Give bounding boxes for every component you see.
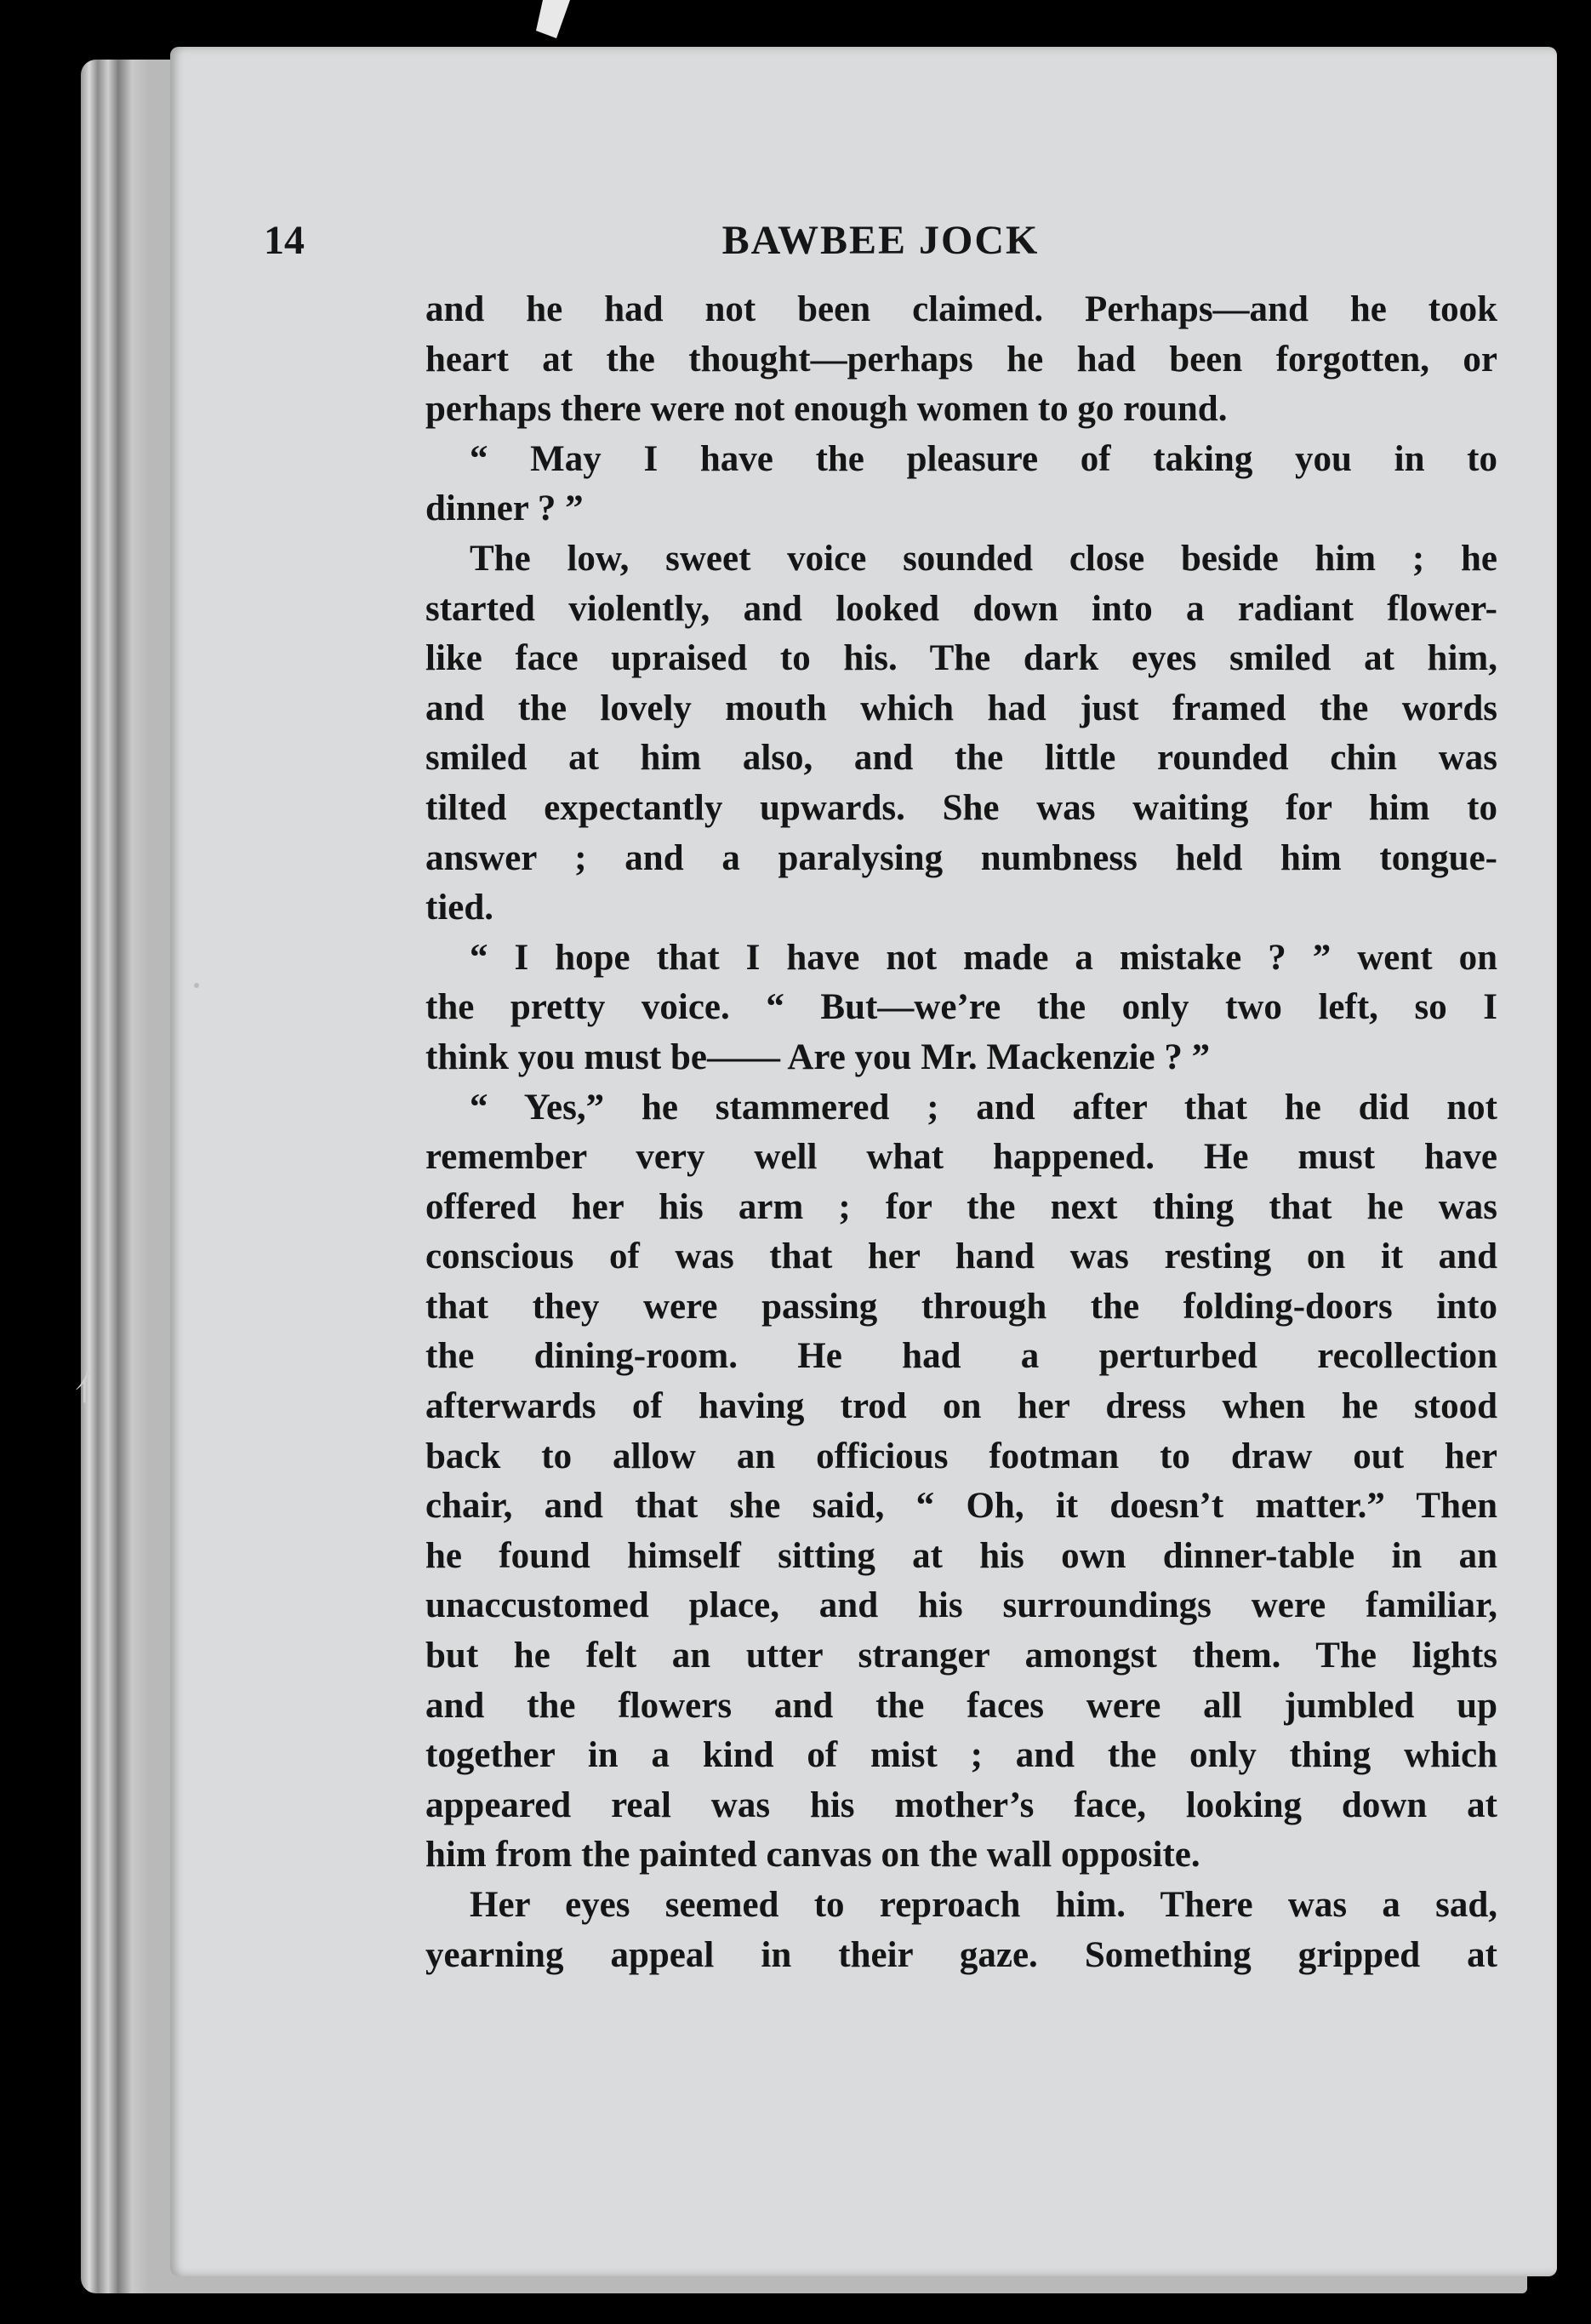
text-line: conscious of was that her hand was resting on it and bbox=[425, 1236, 1497, 1277]
text-line: unaccustomed place, and his surroundings were familiar, bbox=[425, 1585, 1497, 1626]
text-line: heart at the thought—perhaps he had been forgotten, or bbox=[425, 339, 1497, 380]
text-line: he found himself sitting at his own dinner-table in an bbox=[425, 1535, 1497, 1576]
text-line: and the flowers and the faces were all jumbled up bbox=[425, 1685, 1497, 1726]
text-line: perhaps there were not enough women to go round. bbox=[425, 389, 1228, 430]
text-line: appeared real was his mother’s face, looking down at bbox=[425, 1784, 1497, 1825]
text-line: “ May I have the pleasure of taking you in to bbox=[470, 438, 1497, 479]
text-line: afterwards of having trod on her dress when he stood bbox=[425, 1386, 1497, 1427]
text-line: but he felt an utter stranger amongst them. The lights bbox=[425, 1636, 1497, 1676]
text-line: smiled at him also, and the little rounded chin was bbox=[425, 738, 1497, 779]
text-line: “ Yes,” he stammered ; and after that he did not bbox=[470, 1087, 1497, 1128]
body-text bbox=[425, 285, 1497, 1980]
text-line: yearning appeal in their gaze. Something gripped at bbox=[425, 1934, 1497, 1975]
text-line: and he had not been claimed. Perhaps—and he took bbox=[425, 289, 1497, 329]
text-line: think you must be—— Are you Mr. Mackenzie ? ” bbox=[425, 1036, 1211, 1077]
text-line: “ I hope that I have not made a mistake ? ” went on bbox=[470, 937, 1497, 978]
running-title: BAWBEE JOCK bbox=[721, 218, 1040, 263]
text-line: tilted expectantly upwards. She was waiting for him to bbox=[425, 787, 1497, 828]
text-line: offered her his arm ; for the next thing that he was bbox=[425, 1186, 1497, 1227]
text-line: dinner ? ” bbox=[425, 488, 584, 529]
text-line: together in a kind of mist ; and the only thing which bbox=[425, 1735, 1497, 1776]
text-line: tied. bbox=[425, 888, 494, 928]
text-line: the pretty voice. “ But—we’re the only two left, so I bbox=[425, 987, 1497, 1028]
text-line: like face upraised to his. The dark eyes smiled at him, bbox=[425, 638, 1497, 679]
text-line: that they were passing through the folding-doors into bbox=[425, 1286, 1497, 1327]
running-header bbox=[264, 217, 1497, 277]
text-line: and the lovely mouth which had just framed the words bbox=[425, 688, 1497, 728]
text-line: remember very well what happened. He must have bbox=[425, 1137, 1497, 1178]
text-line: started violently, and looked down into a radiant flower- bbox=[425, 588, 1497, 629]
page-number: 14 bbox=[264, 218, 305, 263]
text-line: Her eyes seemed to reproach him. There was a sad, bbox=[470, 1885, 1497, 1925]
scan-artifact-top bbox=[536, 0, 570, 38]
text-line: chair, and that she said, “ Oh, it doesn’t matter.” Then bbox=[425, 1486, 1497, 1527]
margin-artifact: ⺅ bbox=[75, 1369, 109, 1408]
text-line: back to allow an officious footman to draw out her bbox=[425, 1436, 1497, 1476]
scan-speck bbox=[194, 983, 199, 988]
text-line: the dining-room. He had a perturbed recollection bbox=[425, 1336, 1497, 1377]
text-line: The low, sweet voice sounded close beside him ; he bbox=[470, 538, 1497, 579]
text-line: answer ; and a paralysing numbness held him tongue- bbox=[425, 837, 1497, 878]
text-line: him from the painted canvas on the wall opposite. bbox=[425, 1835, 1200, 1876]
